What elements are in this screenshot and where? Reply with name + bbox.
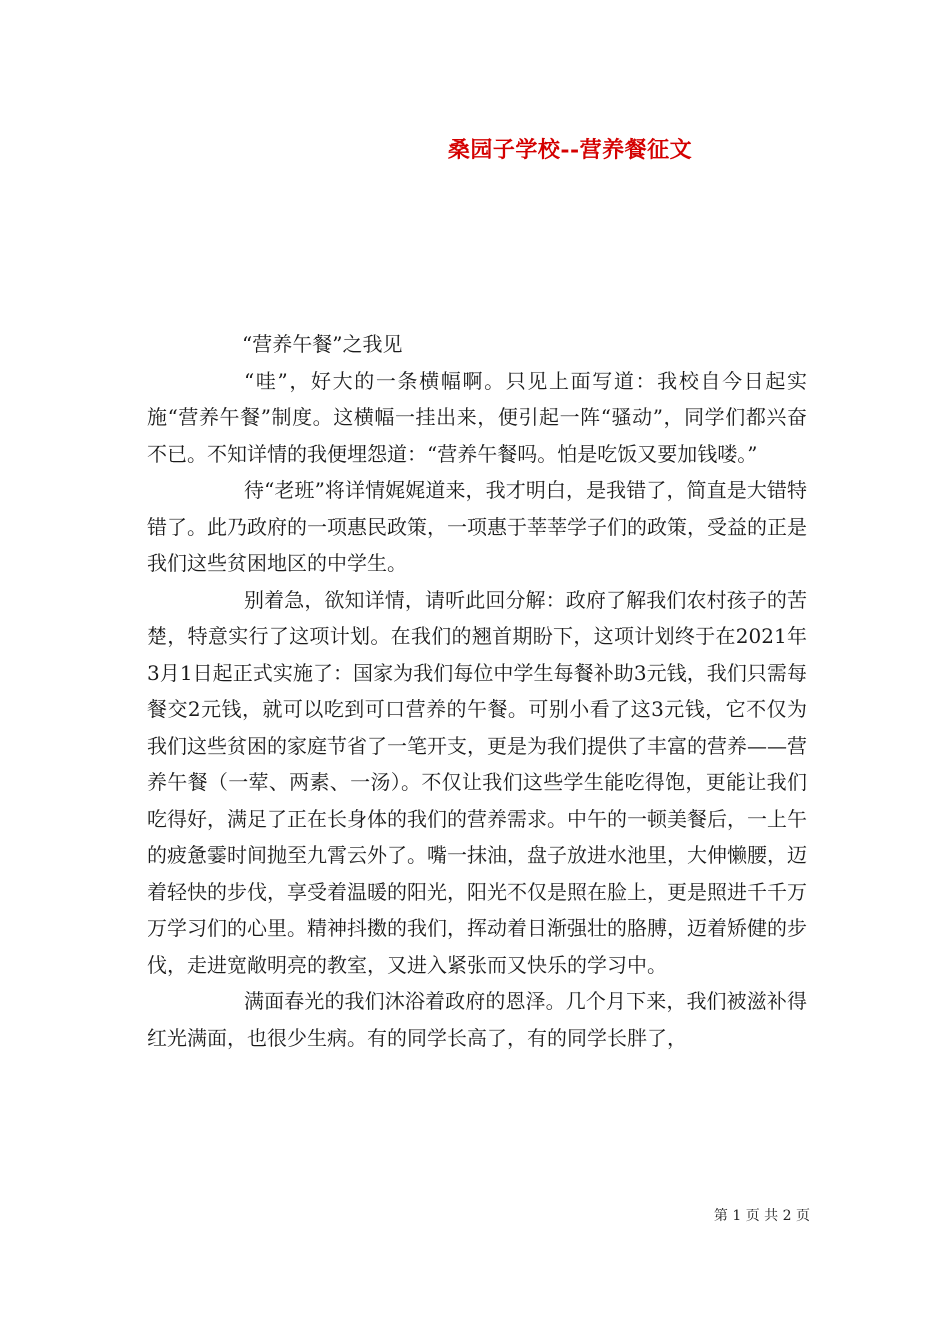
essay-subtitle: “营养午餐”之我见 [242, 332, 403, 356]
document-body [147, 326, 807, 1056]
paragraph-3: 别着急，欲知详情，请听此回分解：政府了解我们农村孩子的苦楚，特意实行了这项计划。在我们的翘首期盼下，这项计划终于在2021年3月1日起正式实施了：国家为我们每位中学生每餐补助3元钱，我们只需每餐交2元钱，就可以吃到可口营养的午餐。可别小看了这3元钱，它不仅为我们这些贫困的家庭节省了一笔开支，更是为我们提供了丰富的营养——营养午餐（一荤、两素、一汤）。不仅让我们这些学生能吃得饱，更能让我们吃得好，满足了正在长身体的我们的营养需求。中午的一顿美餐后，一上午的疲惫霎时间抛至九霄云外了。嘴一抹油，盘子放进水池里，大伸懒腰，迈着轻快的步伐，享受着温暖的阳光，阳光不仅是照在脸上，更是照进千千万万学习们的心里。精神抖擞的我们，挥动着日渐强壮的胳膊，迈着矫健的步伐，走进宽敞明亮的教室，又进入紧张而又快乐的学习中。 [147, 587, 807, 977]
paragraph-1: “哇”，好大的一条横幅啊。只见上面写道：我校自今日起实施“营养午餐”制度。这横幅一挂出来，便引起一阵“骚动”，同学们都兴奋不已。不知详情的我便埋怨道：“营养午餐吗。怕是吃饭又要加钱喽。” [147, 368, 807, 466]
paragraph-4: 满面春光的我们沐浴着政府的恩泽。几个月下来，我们被滋补得红光满面，也很少生病。有的同学长高了，有的同学长胖了， [147, 989, 807, 1050]
document-title: 桑园子学校--营养餐征文 [447, 137, 693, 163]
paragraph-2: 待“老班”将详情娓娓道来，我才明白，是我错了，简直是大错特错了。此乃政府的一项惠民政策，一项惠于莘莘学子们的政策，受益的正是我们这些贫困地区的中学生。 [147, 478, 807, 575]
page-number-footer: 第 1 页 共 2 页 [713, 1208, 810, 1224]
